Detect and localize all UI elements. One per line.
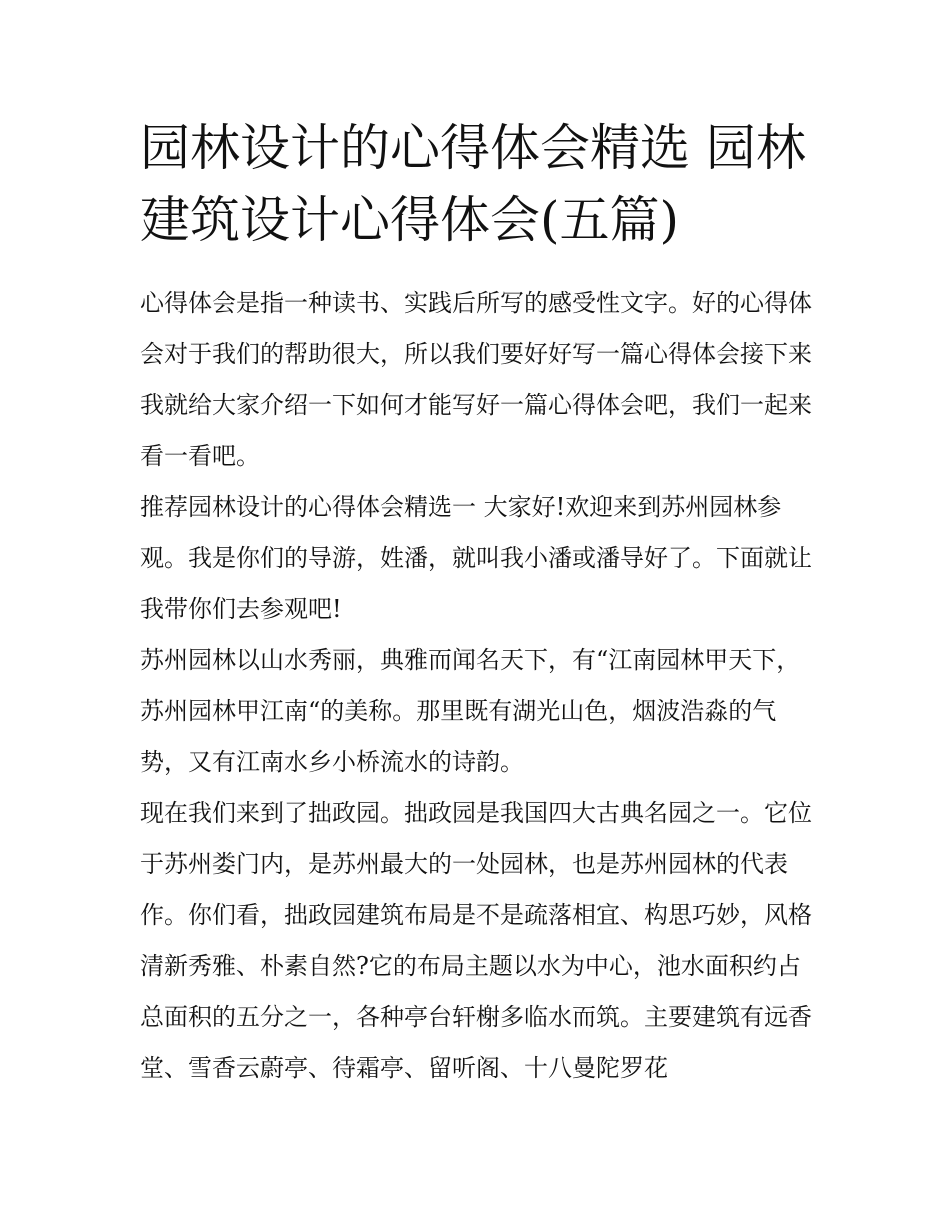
paragraph-welcome: 推荐园林设计的心得体会精选一 大家好!欢迎来到苏州园林参观。我是你们的导游，姓潘，就叫我小潘或潘导好了。下面就让我带你们去参观吧! [140, 493, 812, 623]
paragraph-humble-administrator-garden: 现在我们来到了拙政园。拙政园是我国四大古典名园之一。它位于苏州娄门内，是苏州最大的一处园林，也是苏州园林的代表作。你们看，拙政园建筑布局是不是疏落相宜、构思巧妙，风格清新秀雅、朴素自然?它的布局主题以水为中心，池水面积约占总面积的五分之一，各种亭台轩榭多临水而筑。主要建筑有远香堂、雪香云蔚亭、待霜亭、留听阁、十八曼陀罗花 [140, 799, 812, 1082]
paragraph-suzhou-gardens: 苏州园林以山水秀丽，典雅而闻名天下，有“江南园林甲天下，苏州园林甲江南“的美称。那里既有湖光山色，烟波浩淼的气势，又有江南水乡小桥流水的诗韵。 [140, 646, 801, 776]
paragraph-intro: 心得体会是指一种读书、实践后所写的感受性文字。好的心得体会对于我们的帮助很大，所以我们要好好写一篇心得体会接下来我就给大家介绍一下如何才能写好一篇心得体会吧，我们一起来看一看吧。 [140, 289, 812, 470]
document-title: 园林设计的心得体会精选 园林建筑设计心得体会(五篇) [140, 119, 806, 249]
document-body [140, 112, 812, 1094]
